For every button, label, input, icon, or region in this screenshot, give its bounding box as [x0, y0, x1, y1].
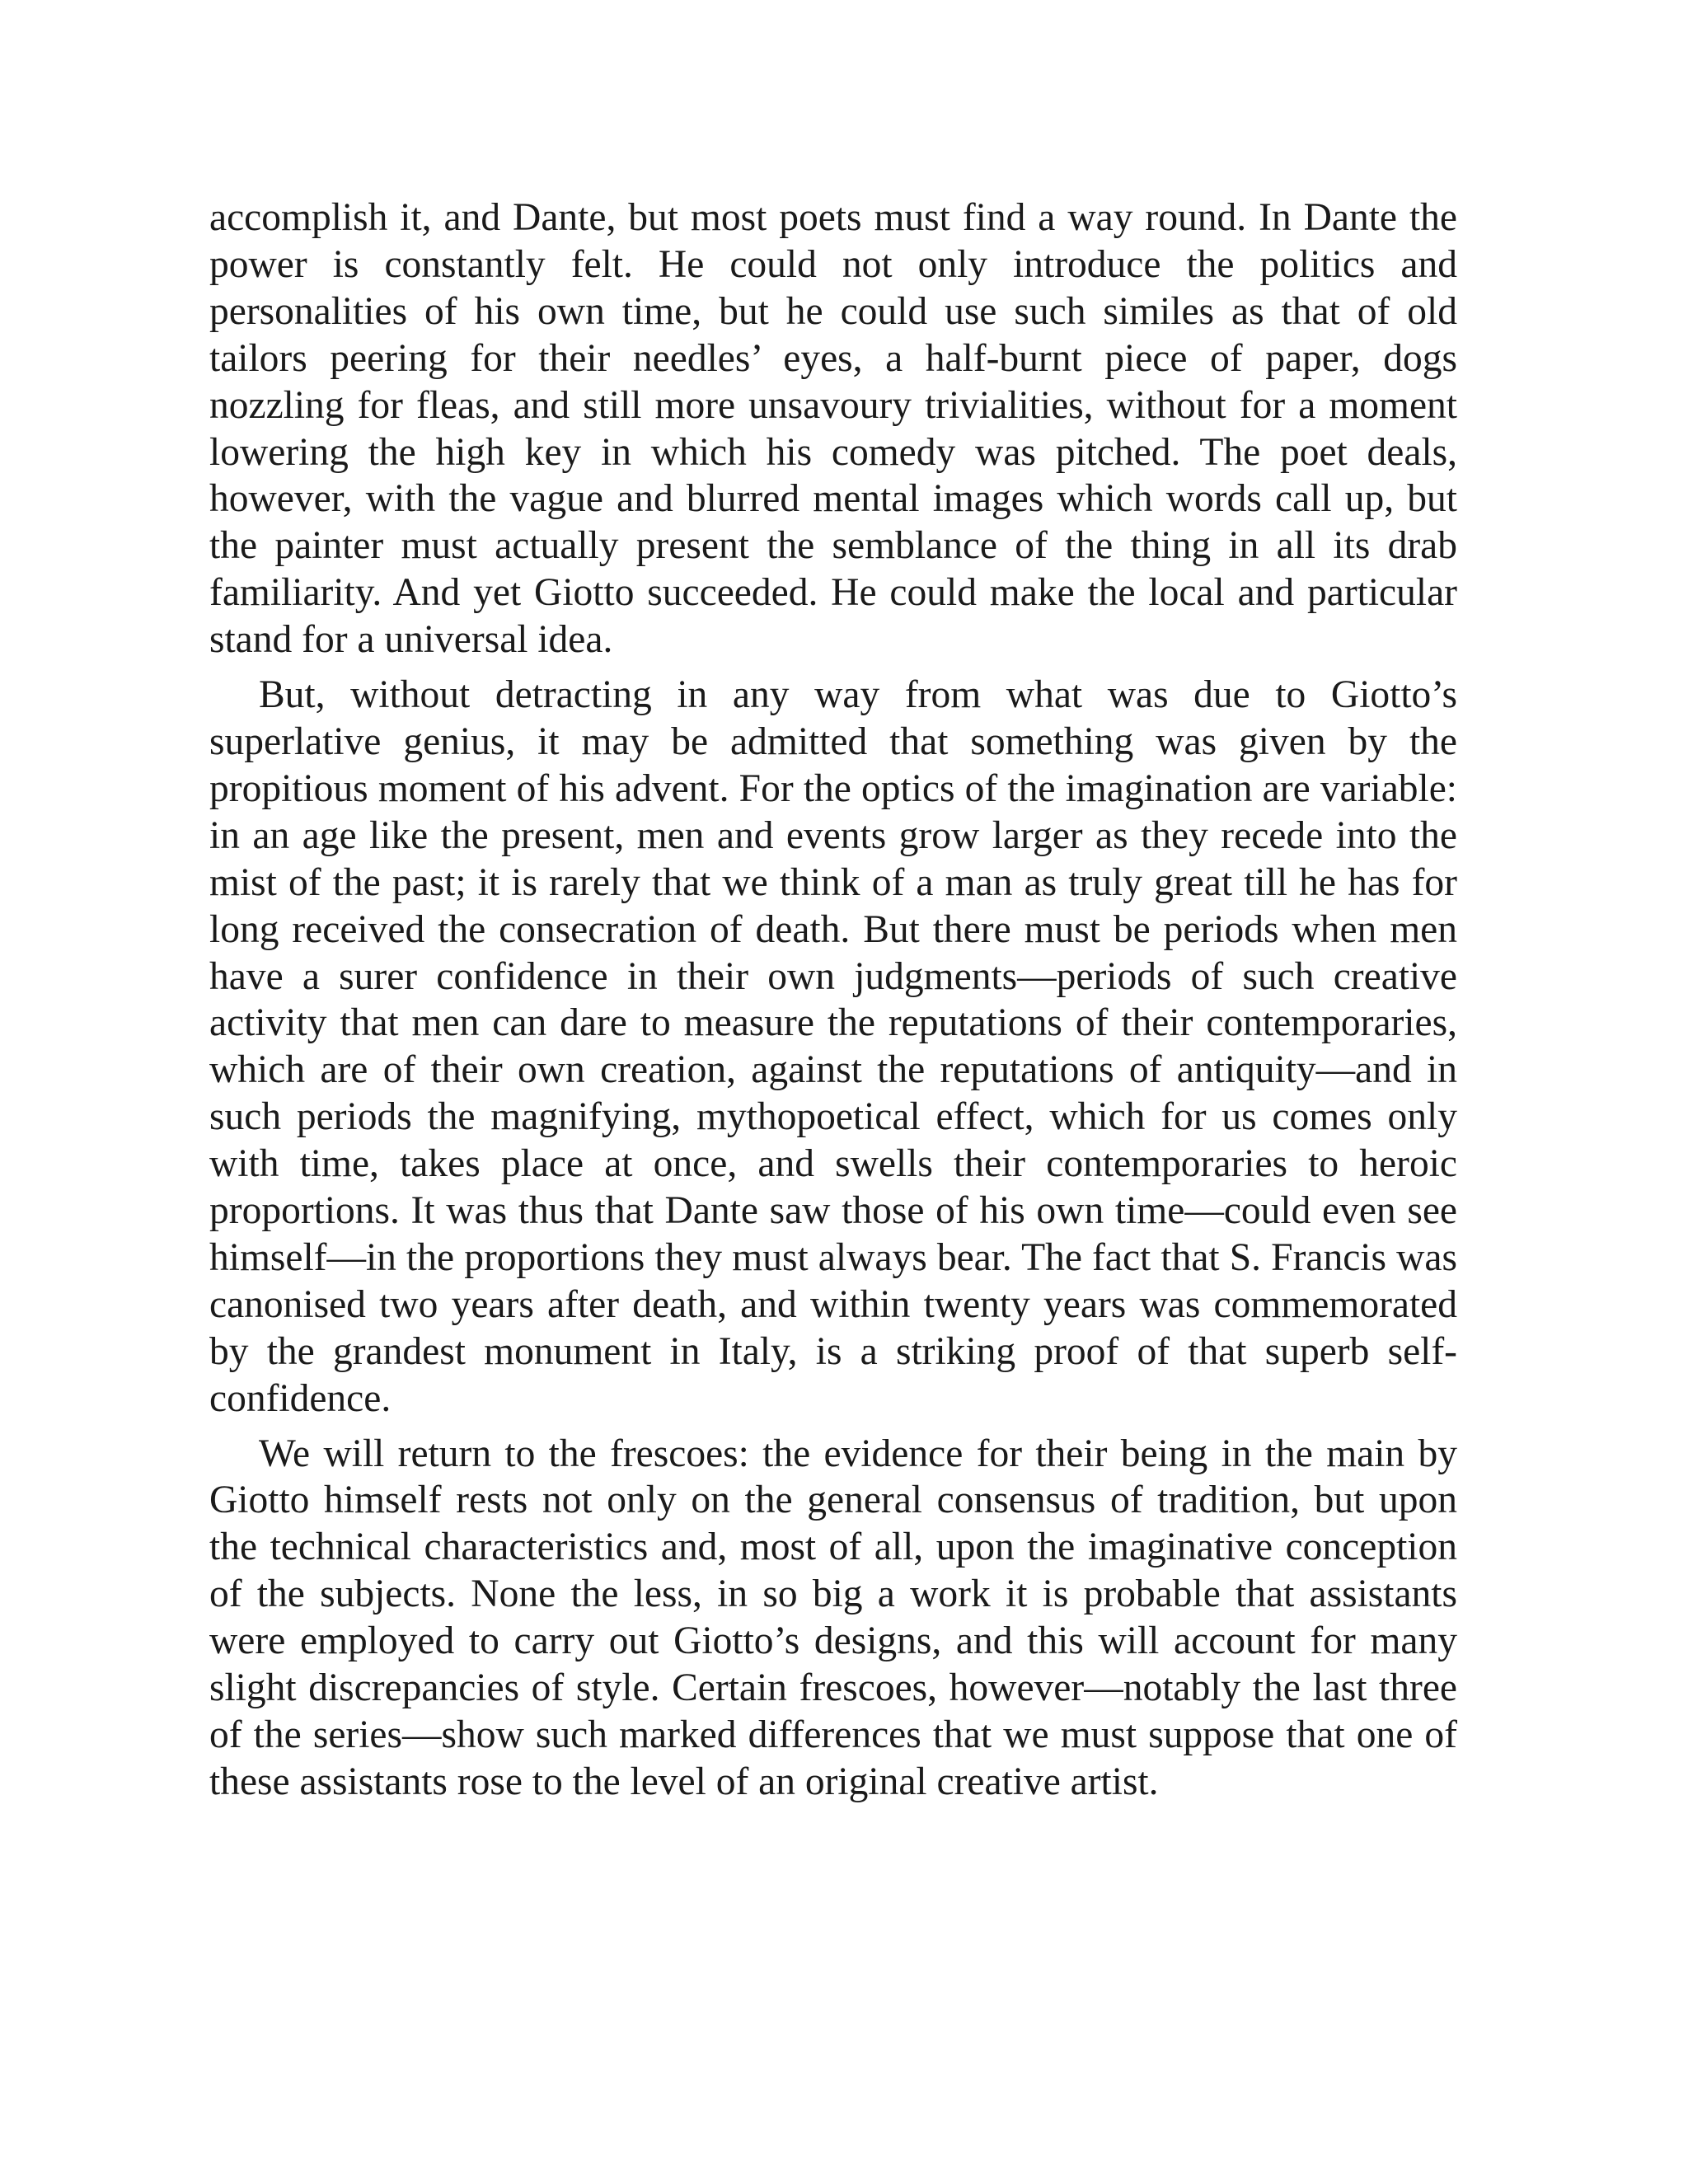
paragraph-frescoes: We will return to the frescoes: the evidence for their being in the main by Giotto himself rests not only on the general consensus of tradition, but upon the technical characteristics and, most of all, upon the imaginative conception of the subjects. None the less, in so big a work it is probable that assistants were employed to carry out Giotto’s designs, and this will account for many slight discrepancies of style. Certain frescoes, however—notably the last three of the series—show such marked differences that we must suppose that one of these assistants rose to the level of an original creative artist.	[209, 1432, 1457, 1803]
page-body	[209, 194, 1457, 1806]
paragraph-giotto-advent: But, without detracting in any way from what was due to Giotto’s superlative genius, it may be admitted that something was given by the propitious moment of his advent. For the optics of the imagination are variable: in an age like the present, men and events grow larger as they recede into the mist of the past; it is rarely that we think of a man as truly great till he has for long received the consecration of death. But there must be periods when men have a surer confidence in their own judgments—periods of such creative activity that men can dare to measure the reputations of their contemporaries, which are of their own creation, against the reputations of antiquity—and in such periods the magnifying, mythopoetical effect, which for us comes only with time, takes place at once, and swells their contemporaries to heroic proportions. It was thus that Dante saw those of his own time—could even see himself—in the proportions they must always bear. The fact that S. Francis was canonised two years after death, and within twenty years was commemorated by the grandest monument in Italy, is a striking proof of that superb self-confidence.	[209, 673, 1457, 1420]
paragraph-dante-similes: accomplish it, and Dante, but most poets must find a way round. In Dante the power is constantly felt. He could not only introduce the politics and personalities of his own time, but he could use such similes as that of old tailors peering for their needles’ eyes, a half-burnt piece of paper, dogs nozzling for fleas, and still more unsavoury trivialities, without for a moment lowering the high key in which his comedy was pitched. The poet deals, however, with the vague and blurred mental images which words call up, but the painter must actually present the semblance of the thing in all its drab familiarity. And yet Giotto succeeded. He could make the local and particular stand for a universal idea.	[209, 196, 1457, 662]
